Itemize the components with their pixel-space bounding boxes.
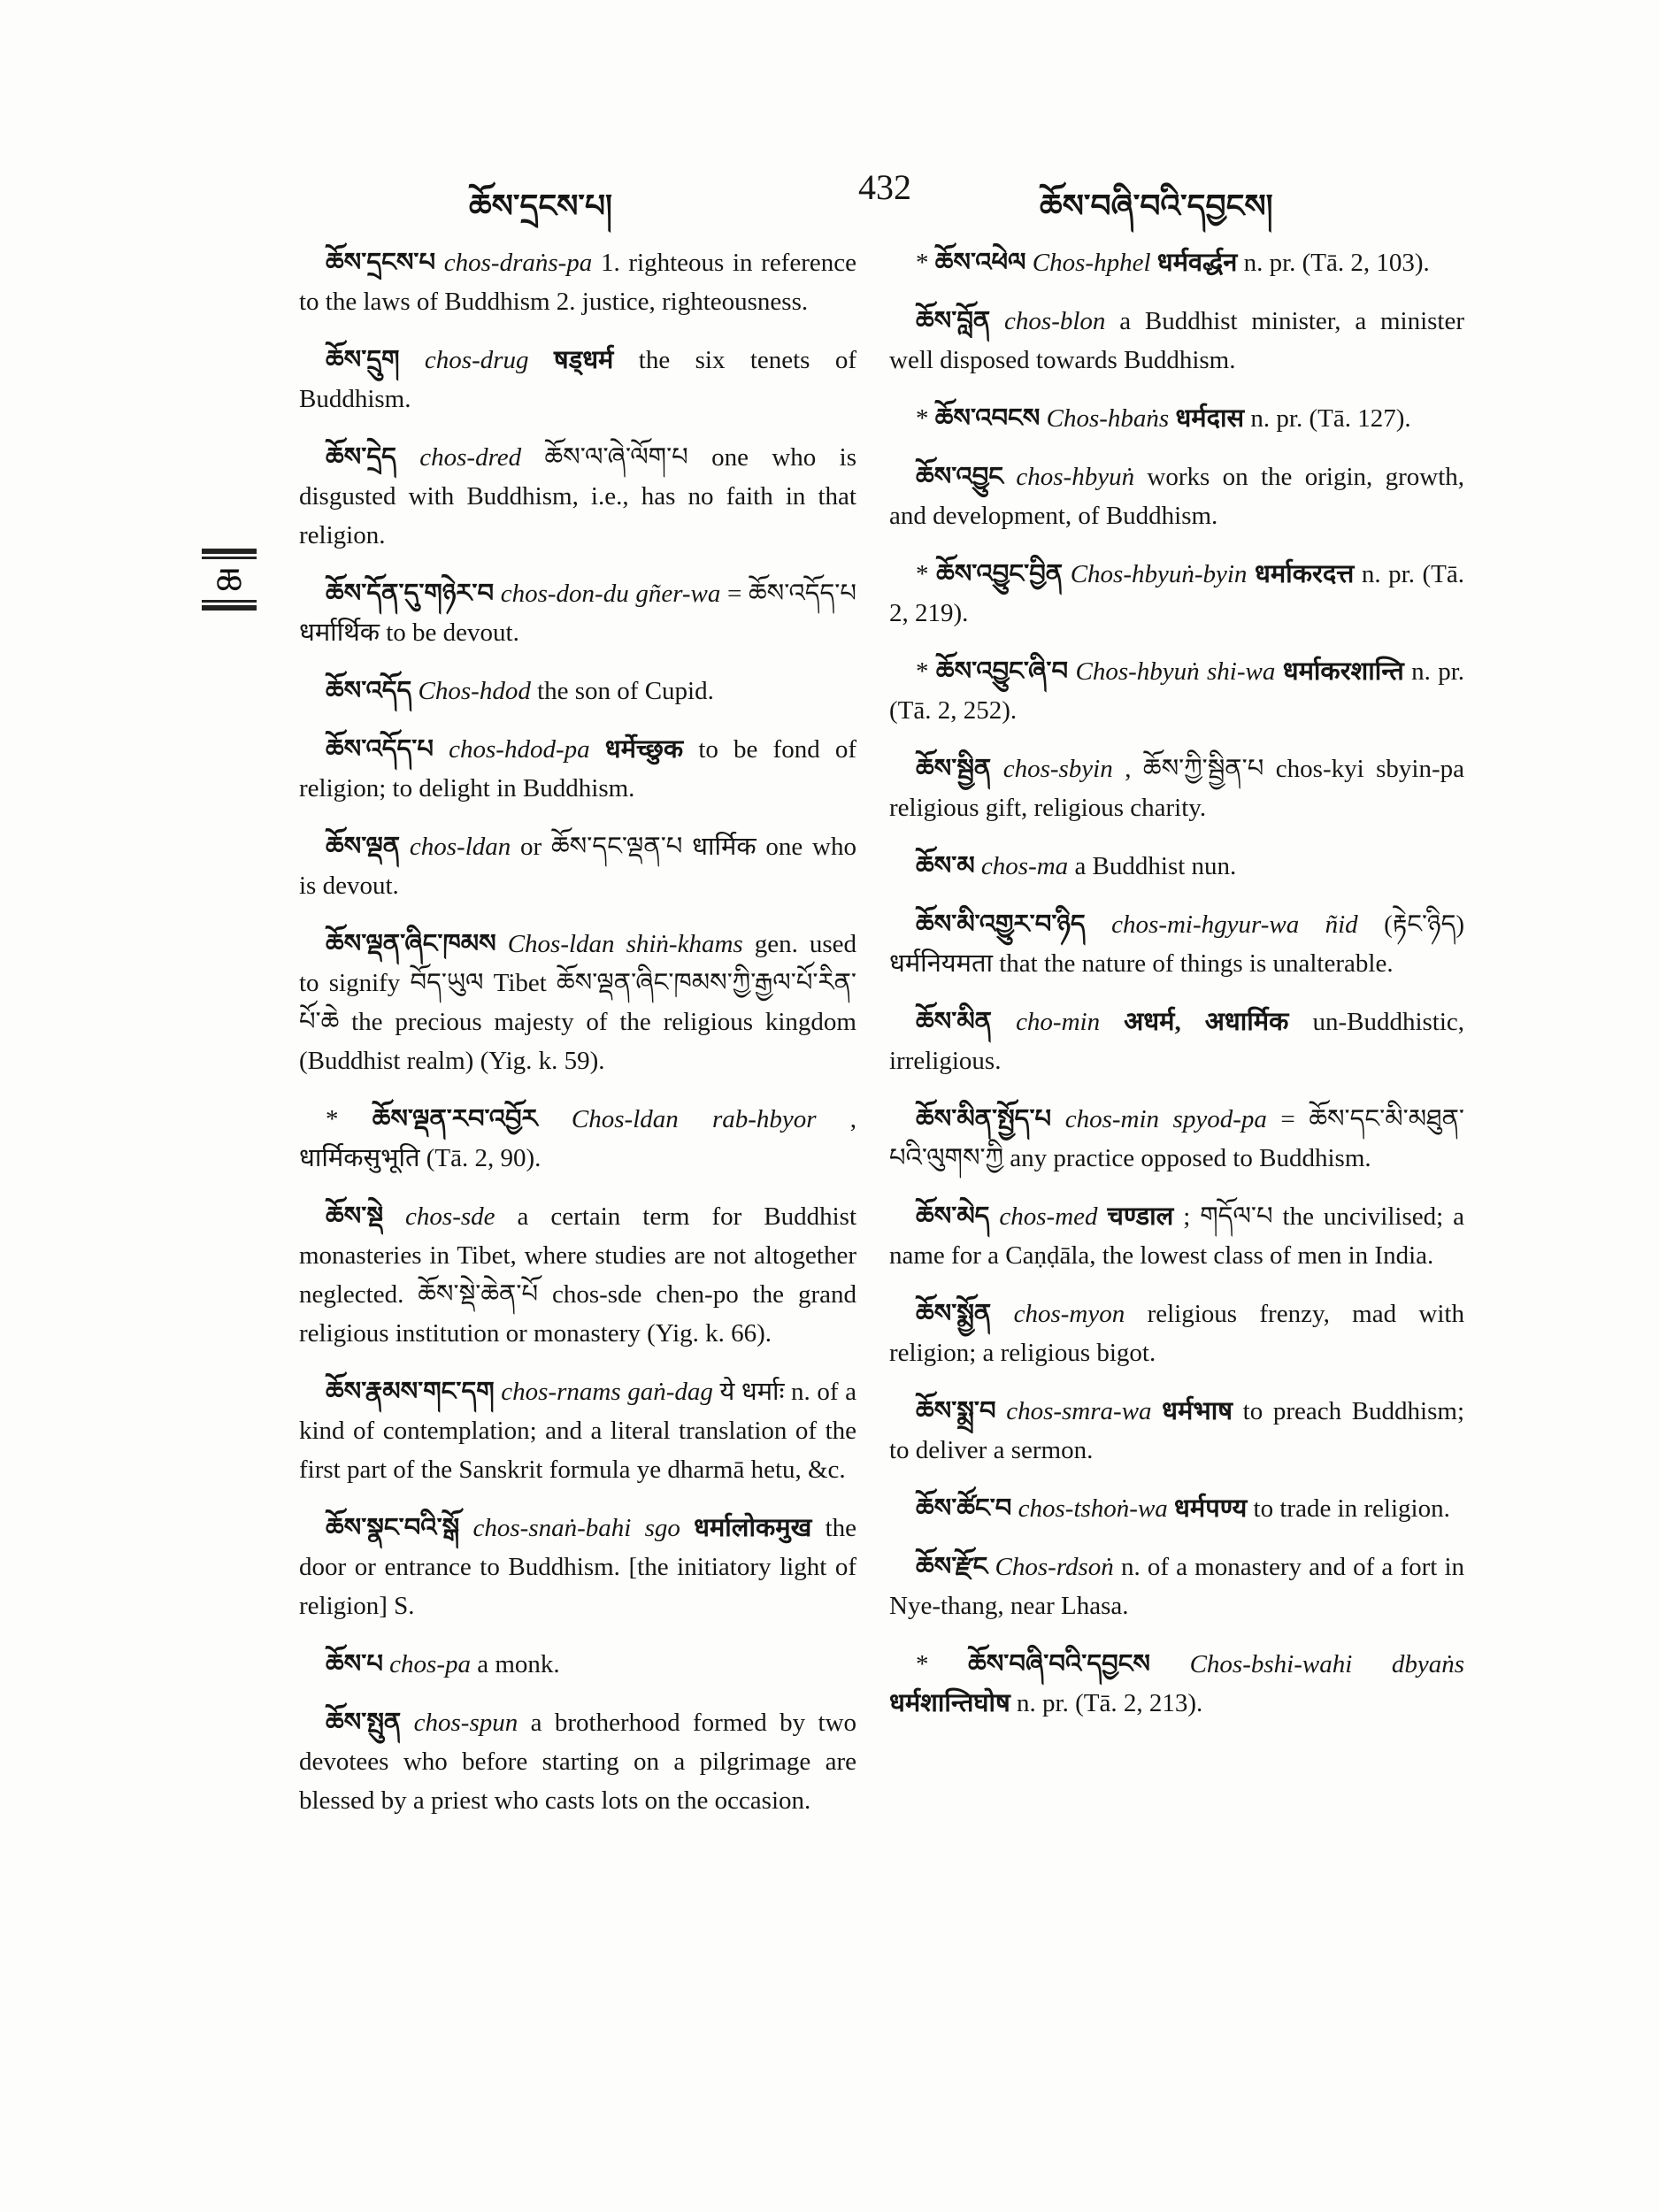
entry-headword-tibetan: ཆོས་མེད: [916, 1202, 990, 1231]
dictionary-entry: [299, 574, 856, 652]
entry-transliteration: chos-drug: [424, 346, 529, 374]
entry-marker: *: [916, 560, 937, 588]
entry-sanskrit: चण्डाल: [1107, 1202, 1174, 1231]
entry-definition: religious frenzy, mad with religion; a religious bigot.: [889, 1300, 1464, 1367]
entry-transliteration: chos-snaṅ-bahi sgo: [472, 1514, 680, 1542]
dictionary-entry: [889, 243, 1464, 282]
entry-definition: n. pr. (Tā. 2, 213).: [1017, 1689, 1203, 1717]
entry-headword-tibetan: ཆོས་མིན་སྤྱོད་པ: [916, 1105, 1052, 1133]
entry-headword-tibetan: ཆོས་འདོད: [326, 677, 412, 705]
entry-headword-tibetan: ཆོས་འདོད་པ: [326, 735, 434, 764]
entry-marker: *: [326, 1105, 373, 1133]
dictionary-entry: [889, 1294, 1464, 1372]
dictionary-entry: [889, 1100, 1464, 1178]
dictionary-entry: [299, 1372, 856, 1489]
dictionary-entry: [299, 438, 856, 555]
entry-transliteration: chos-med: [999, 1202, 1098, 1231]
left-column: [299, 243, 856, 1839]
page-header: [0, 166, 1659, 224]
dictionary-entry: [299, 1100, 856, 1178]
entry-marker: *: [916, 657, 936, 686]
entry-sanskrit: धर्मपण्य: [1174, 1494, 1248, 1523]
margin-mark-glyph: ཆ: [216, 560, 242, 603]
entry-definition: a brotherhood formed by two devotees who before starting on a pilgrimage are blessed by a priest who casts lots on the occasion.: [299, 1709, 857, 1815]
entry-definition: n. pr. (Tā. 2, 219).: [889, 560, 1464, 627]
entry-definition: works on the origin, growth, and development, of Buddhism.: [889, 463, 1465, 530]
entry-headword-tibetan: ཆོས་མ: [916, 852, 975, 880]
entry-headword-tibetan: ཆོས་དྲེད: [326, 443, 396, 472]
entry-definition: n. pr. (Tā. 2, 252).: [889, 657, 1465, 725]
dictionary-entry: [889, 1489, 1464, 1528]
entry-headword-tibetan: ཆོས་སྤུན: [326, 1709, 402, 1737]
entry-definition: to trade in religion.: [1253, 1494, 1450, 1523]
entry-transliteration: cho-min: [1016, 1008, 1101, 1036]
entry-transliteration: chos-smra-wa: [1006, 1397, 1152, 1425]
entry-headword-tibetan: ཆོས་པ: [326, 1650, 383, 1678]
entry-definition: ཆོས་ལ་ཞེ་ལོག་པ one who is disgusted with Buddhism, i.e., has no faith in that religion.: [299, 443, 856, 549]
dictionary-entry: [889, 555, 1464, 633]
dictionary-entry: [299, 1509, 856, 1625]
entry-transliteration: Chos-bshi-wahi dbyaṅs: [1189, 1650, 1465, 1678]
entry-headword-tibetan: ཆོས་ལྡན་ཞིང་ཁམས: [326, 930, 496, 958]
dictionary-entry: [889, 1002, 1464, 1080]
entry-transliteration: Chos-hbyuṅ-byin: [1070, 560, 1248, 588]
dictionary-entry: [299, 243, 856, 321]
entry-transliteration: chos-spun: [413, 1709, 518, 1737]
entry-headword-tibetan: ཆོས་དྲངས་པ: [326, 249, 436, 277]
entry-headword-tibetan: ཆོས་རྣམས་གང་དག: [326, 1378, 495, 1406]
entry-transliteration: chos-dred: [419, 443, 522, 472]
entry-headword-tibetan: ཆོས་མི་འགྱུར་བ་ཉིད: [916, 910, 1086, 939]
entry-sanskrit: षड्धर्म: [553, 346, 614, 374]
entry-transliteration: chos-draṅs-pa: [443, 249, 593, 277]
entry-headword-tibetan: ཆོས་འབྱུང: [916, 463, 1004, 491]
entry-definition: ये धर्माः n. of a kind of contemplation; and a literal translation of the first part of the Sanskrit formula ye dharmā hetu, &c.: [299, 1378, 856, 1484]
entry-definition: n. of a monastery and of a fort in Nye-thang, near Lhasa.: [889, 1553, 1465, 1620]
entry-definition: a certain term for Buddhist monasteries in Tibet, where studies are not altogether neglected. ཆོས་སྡེ་ཆེན་པོ chos-sde chen-po the grand religious institution or monastery (Yig. k. 66).: [299, 1202, 857, 1348]
entry-headword-tibetan: ཆོས་སྨྲ་བ: [916, 1397, 996, 1425]
entry-sanskrit: धर्माकरशान्ति: [1282, 657, 1404, 686]
entry-transliteration: Chos-hdod: [418, 677, 531, 705]
entry-definition: ; གདོལ་པ the uncivilised; a name for a Caṇḍāla, the lowest class of men in India.: [889, 1202, 1464, 1270]
dictionary-entry: [299, 925, 856, 1080]
entry-headword-tibetan: ཆོས་རྫོང: [916, 1553, 988, 1581]
dictionary-entry: [299, 341, 856, 419]
entry-definition: a monk.: [477, 1650, 560, 1678]
entry-headword-tibetan: ཆོས་སྦྱིན: [916, 755, 992, 783]
entry-definition: to preach Buddhism; to deliver a sermon.: [889, 1397, 1465, 1464]
entry-headword-tibetan: ཆོས་མིན: [916, 1008, 993, 1036]
entry-transliteration: Chos-rdsoṅ: [995, 1553, 1114, 1581]
entry-headword-tibetan: ཆོས་འབངས: [934, 404, 1041, 433]
entry-definition: un-Buddhistic, irreligious.: [889, 1008, 1465, 1075]
entry-definition: n. pr. (Tā. 127).: [1250, 404, 1411, 433]
entry-transliteration: chos-hdod-pa: [449, 735, 590, 764]
entry-definition: the son of Cupid.: [537, 677, 714, 705]
header-right-title: ཆོས་བཞི་བའི་དབྱངས།: [1040, 188, 1273, 224]
entry-headword-tibetan: ཆོས་འབྱུང་ཞི་བ: [935, 657, 1069, 686]
entry-transliteration: Chos-hphel: [1032, 249, 1151, 277]
entry-definition: = ཆོས་འདོད་པ धर्मार्थिक to be devout.: [299, 580, 856, 647]
entry-marker: *: [916, 1650, 969, 1678]
entry-marker: *: [916, 249, 935, 277]
dictionary-entry: [889, 399, 1464, 438]
entry-headword-tibetan: ཆོས་འཕེལ: [934, 249, 1026, 277]
entry-transliteration: chos-tshoṅ-wa: [1018, 1494, 1168, 1523]
entry-sanskrit: धर्मदास: [1175, 404, 1245, 433]
dictionary-entry: [889, 652, 1464, 730]
entry-headword-tibetan: ཆོས་སྨྱོན: [916, 1300, 992, 1328]
entry-definition: a Buddhist nun.: [1074, 852, 1237, 880]
dictionary-entry: [889, 1645, 1464, 1723]
entry-definition: or ཆོས་དང་ལྡན་པ धार्मिक one who is devout.: [299, 833, 856, 900]
entry-transliteration: Chos-hbaṅs: [1046, 404, 1170, 433]
entry-transliteration: chos-sbyin: [1002, 755, 1113, 783]
entry-headword-tibetan: ཆོས་དོན་དུ་གཉེར་བ: [326, 580, 495, 608]
entry-headword-tibetan: ཆོས་ལྡན: [326, 833, 401, 861]
entry-marker: *: [916, 404, 935, 433]
dictionary-entry: [889, 847, 1464, 886]
entry-sanskrit: धर्माकरदत्त: [1255, 560, 1355, 588]
entry-transliteration: chos-ma: [980, 852, 1069, 880]
entry-definition: = ཆོས་དང་མི་མཐུན་པའི་ལུགས་ཀྱི any practice opposed to Buddhism.: [889, 1105, 1464, 1172]
entry-headword-tibetan: ཆོས་བློན: [916, 307, 991, 335]
entry-sanskrit: धर्मभाष: [1162, 1397, 1233, 1425]
entry-headword-tibetan: ཆོས་སྣང་བའི་སྒོ: [326, 1514, 460, 1542]
entry-transliteration: Chos-ldan shiṅ-khams: [507, 930, 743, 958]
entry-transliteration: chos-mi-hgyur-wa ñid: [1111, 910, 1358, 939]
entry-transliteration: chos-min spyod-pa: [1064, 1105, 1267, 1133]
entry-transliteration: chos-sde: [405, 1202, 495, 1231]
dictionary-entry: [299, 730, 856, 808]
entry-transliteration: chos-ldan: [409, 833, 511, 861]
dictionary-entry: [889, 1197, 1464, 1275]
entry-headword-tibetan: ཆོས་དྲུག: [326, 346, 400, 374]
entry-headword-tibetan: ཆོས་འབྱུང་བྱིན: [936, 560, 1064, 588]
entry-definition: the six tenets of Buddhism.: [299, 346, 857, 413]
entry-sanskrit: धर्मशान्तिघोष: [889, 1689, 1010, 1717]
entry-definition: , धार्मिकसुभूति (Tā. 2, 90).: [299, 1105, 857, 1172]
entry-transliteration: chos-don-du gñer-wa: [500, 580, 721, 608]
entry-transliteration: chos-rnams gaṅ-dag: [501, 1378, 713, 1406]
entry-definition: n. pr. (Tā. 2, 103).: [1243, 249, 1430, 277]
entry-definition: to be fond of religion; to delight in Buddhism.: [299, 735, 857, 803]
dictionary-entry: [889, 1548, 1464, 1625]
page-number: 432: [858, 167, 911, 207]
dictionary-entry: [299, 672, 856, 710]
dictionary-entry: [299, 827, 856, 905]
dictionary-entry: [299, 1197, 856, 1353]
entry-transliteration: chos-blon: [1004, 307, 1106, 335]
entry-transliteration: Chos-hbyuṅ shi-wa: [1075, 657, 1276, 686]
entry-definition: , ཆོས་ཀྱི་སྦྱིན་པ chos-kyi sbyin-pa religious gift, religious charity.: [889, 755, 1464, 822]
entry-sanskrit: धर्मवर्द्धन: [1156, 249, 1238, 277]
entry-sanskrit: धर्मेच्छुक: [604, 735, 684, 764]
entry-sanskrit: धर्मालोकमुख: [694, 1514, 812, 1542]
entry-definition: 1. righteous in reference to the laws of Buddhism 2. justice, righteousness.: [299, 249, 856, 316]
right-column: [889, 243, 1464, 1742]
entry-headword-tibetan: ཆོས་ལྡན་རབ་འབྱོར: [372, 1105, 538, 1133]
dictionary-entry: [299, 1703, 856, 1820]
entry-definition: (རྟེང་ཉིད) धर्मनियमता that the nature of things is unalterable.: [889, 910, 1465, 978]
dictionary-entry: [889, 457, 1464, 535]
entry-transliteration: chos-pa: [389, 1650, 471, 1678]
entry-headword-tibetan: ཆོས་ཚོང་བ: [916, 1494, 1012, 1523]
margin-cha-mark-icon: [202, 547, 257, 612]
entry-definition: gen. used to signify བོད་ཡུལ Tibet ཆོས་ལྡན་ཞིང་ཁམས་ཀྱི་རྒྱལ་པོ་རིན་པོ་ཆེ the precious majesty of the religious kingdom (Buddhist realm) (Yig. k. 59).: [299, 930, 857, 1075]
entry-transliteration: Chos-ldan rab-hbyor: [571, 1105, 817, 1133]
entry-transliteration: chos-hbyuṅ: [1016, 463, 1135, 491]
entry-headword-tibetan: ཆོས་བཞི་བའི་དབྱངས: [968, 1650, 1151, 1678]
entry-definition: a Buddhist minister, a minister well disposed towards Buddhism.: [889, 307, 1465, 374]
entry-definition: the door or entrance to Buddhism. [the initiatory light of religion] S.: [299, 1514, 856, 1620]
dictionary-entry: [889, 1392, 1464, 1470]
entry-headword-tibetan: ཆོས་སྡེ: [326, 1202, 384, 1231]
dictionary-entry: [889, 905, 1464, 983]
dictionary-entry: [299, 1645, 856, 1684]
header-left-title: ཆོས་དྲངས་པ།: [469, 188, 613, 224]
dictionary-entry: [889, 302, 1464, 380]
entry-sanskrit: अधर्म, अधार्मिक: [1124, 1008, 1289, 1036]
dictionary-entry: [889, 749, 1464, 827]
entry-transliteration: chos-myon: [1013, 1300, 1125, 1328]
